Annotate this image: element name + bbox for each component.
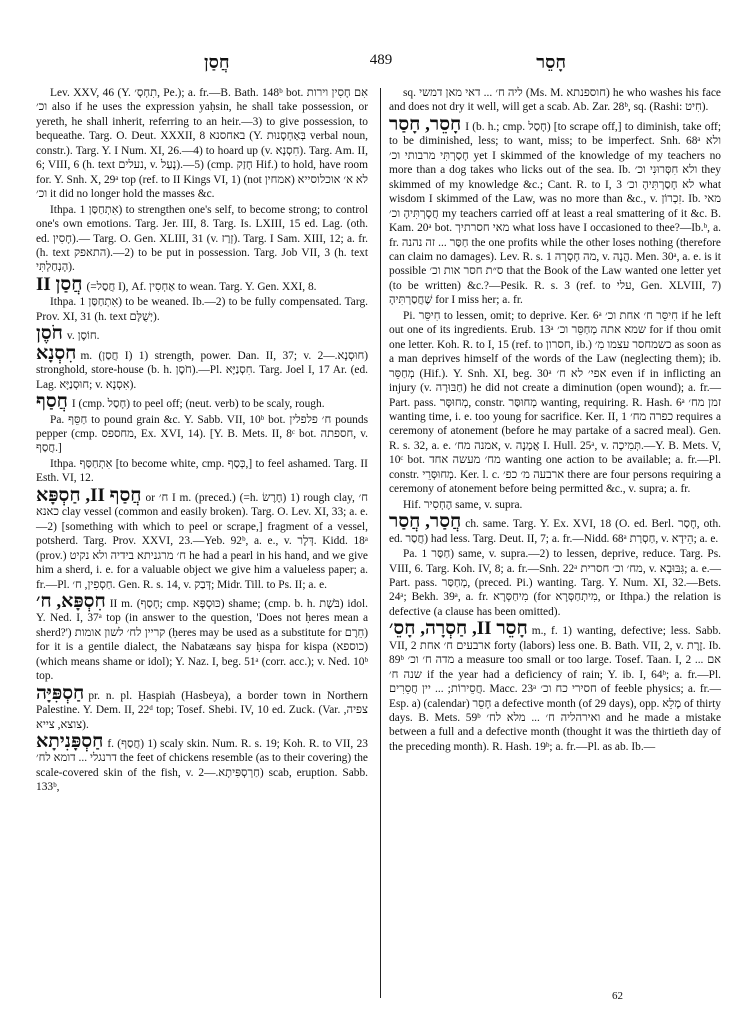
dictionary-entry bbox=[389, 498, 721, 512]
dictionary-entry bbox=[389, 113, 722, 308]
headword: חֲסַף II, חַסְפָּא bbox=[36, 484, 142, 506]
header-left-word: חֲסַן bbox=[204, 52, 230, 72]
dictionary-entry bbox=[36, 273, 368, 295]
headword: חִסְפָּא, ח׳ bbox=[36, 590, 106, 612]
dictionary-entry bbox=[389, 86, 721, 115]
headword: חֲסַף bbox=[36, 391, 68, 413]
entry-text: sq. ליה ח׳ ... דאי מאן דמשי (Ms. M. חוספנתא) he who washes his face and does not dry it well, will get a scab. Ab. Zar. 28ᵇ, sq. (Rashi: חִיט). bbox=[389, 87, 721, 114]
page-number: 489 bbox=[369, 52, 393, 68]
left-column bbox=[36, 86, 368, 796]
entry-text: ch. same. Targ. Y. Ex. XVI, 18 (O. ed. Berl. חָסַר, oth. ed. חֲסַר) had less. Targ. Deut. II, 7; a. fr.—Nidd. 68ᵃ חַסְרַת, v. הֵידָא; a. e. bbox=[389, 518, 721, 545]
entry-text: pr. n. pl. Ḥaspiah (Hasbeya), a border town in Northern Palestine. Y. Dem. II, 22ᵈ top; Tosef. Shebi. IV, 10 ed. Zuck. (Var. צפיה, צוצא, צייא). bbox=[36, 689, 368, 731]
entry-text: II m. (חָסַף; cmp. כּוּסְפָּא) shame; (cmp. b. h. בֹּשֶׁת) idol. Y. Ned. I, 37ᵃ top (in answer to the question, 'Does not ḥeres mean a sherd?') קריין לח׳ לשון אומות (ḥeres may be used as a substitute for חֵרֶם) for it is a gentile dialect, the Nabatæans say ḥispa for kispa (כוספא) (which means shame or idol); Y. Naz. I, beg. 51ᵃ (corr. acc.); v. Ned. 10ᵇ top. bbox=[36, 597, 368, 683]
entry-text: Pi. חִיסֵּר to lessen, omit; to deprive. Ker. 6ᵃ חִיסֵּר ח׳ אחת וכ׳ if he left out one of its ingredients. Erub. 13ᵃ שמא אתה מְחַסֵּר וכ׳ for if thou omit one letter. Koh. R. to I, 15 (ref. to חסרון, ib.) כשמחסר עצמו מִ׳ as soon as a man deprives himself of the words of the Law (neglecting them); ib. מְחַסֵּר (Hif.). Y. Snh. XI, beg. 30ᵃ אפי׳ לא ח׳ even if in inflicting an injury (v. חַבּוּרָה) he did not create a diminution (open wound); a. fr.—Part. pass. מְחוּסָּר, constr. מְחוּסַּר wanting, requiring. R. Hash. 6ᵃ זמן מח׳ wanting time, i. e. too young for sacrifice. Ker. II, 1 כפרה מח׳ requires a ceremony of atonement (before he may partake of a sacred meal). Gen. R. s. 32, a. e. אמנה מח׳, v. אֲמָנָה I. Hull. 25ᵃ, v. תְּמִיכָה.—Y. B. Mets. V, 10ᶜ bot. מח׳ מעשה אחד wanting one action to be available; a. fr.—Pl. constr. מְחוּסְּרֵי. Ker. l. c. ארבעה מ׳ כפ׳ there are four persons requiring a ceremony of atonement before being permitted &c., v. supra; a. fr. bbox=[389, 309, 722, 496]
page-header bbox=[36, 52, 726, 76]
entry-text: Hif. הֶחְסִיר same, v. supra. bbox=[403, 498, 523, 511]
headword: חֲסַן II bbox=[36, 273, 83, 295]
dictionary-entry bbox=[36, 484, 368, 592]
dictionary-entry bbox=[36, 295, 368, 324]
headword: חֹסֶן bbox=[36, 323, 63, 345]
entry-text: I (cmp. חָסַל) to peel off; (neut. verb) to be scaly, rough. bbox=[71, 398, 325, 411]
entry-text: m. (חֲסַן I) 1) strength, power. Dan. II, 37; v. חוּסְנָא.—2) stronghold, store-house (b. h. חֹסֶן).—Pl. חִסְנַיָּא. Targ. Joel I, 17 Ar. (ed. Lag. חוּסְנַיָּא; v. אִסְנָא). bbox=[36, 349, 368, 391]
entry-text: Pa. חַסֵּף to pound grain &c. Y. Sabb. VII, 10ᵇ bot. ח׳ פלפלין pounds pepper (cmp. מחספס, Ex. XVI, 14). [Y. B. Mets. II, 8ᶜ bot. חספתה, v. חֲסַף.] bbox=[36, 413, 369, 455]
dictionary-entry bbox=[36, 325, 368, 343]
entry-text: (=חֲסַל I), Af. אַחְסִין to wean. Targ. Y. Gen. XXI, 8. bbox=[86, 280, 317, 293]
dictionary-entry bbox=[36, 393, 368, 411]
dictionary-entry bbox=[389, 513, 721, 546]
entry-text: Lev. XXV, 46 (Y. תִחְסְ׳, Pe.); a. fr.—B. Bath. 148ᵇ bot. אִם חָסִין וירות וכ׳ also if he uses the expression yaḥsin, he shall take possession, or yereth, he shall inherit, referring to an heir.—3) to give possession, to bequeathe. Targ. O. Deut. XXXII, 8 באחסנא (Y. בְּאַחְסָנוּת verbal noun, constr.). Targ. Y. I Num. XI, 26.—4) to hoard up (v. חִסְנָא). Targ. Am. II, 6; VIII, 6 (h. text נעלים, v. נָעַל).—5) (cmp. חָזַק Hif.) to hold, have room for. Y. Snh. X, 29ᵃ top (ref. to II Kings VI, 1) (not אמחין) לא א׳ אוכלוסייא וכ׳ it did no longer hold the masses &c. bbox=[36, 87, 368, 201]
entry-text: f. (חֲסַף) 1) scaly skin. Num. R. s. 19; Koh. R. to VII, 23 דרנגלי ... דומא לח׳ the feet of chickens resemble (as to their covering) the scale-covered skin of the fish, v. חַרְסְפִּיתָא.—2) scab, eruption. Sabb. 133ᵇ, bbox=[36, 738, 368, 794]
entry-text: Ithpa. אִתְחַסַּף [to become white, cmp. כְּסַף,] to feel ashamed. Targ. II Esth. VI, 12. bbox=[36, 457, 368, 485]
entry-text: Ithpa. אִתְחַסַּן 1) to be weaned. Ib.—2) to be fully compensated. Targ. Prov. XI, 31 (h. text יְשֻׁלָּם). bbox=[36, 296, 368, 323]
headword: חֲסַר, חֲסַר bbox=[389, 511, 462, 533]
signature-mark: 62 bbox=[612, 990, 623, 1002]
entry-text: Pa. חַסַּר 1) same, v. supra.—2) to lessen, deprive, reduce. Targ. Ps. VIII, 6. Targ. Koh. IV, 8; a. fr.—Snh. 22ᵃ מח׳ וכ׳ חסרית, v. גִּבּוּבָא; a. e.—Part. pass. מְחַסַּר, (preced. Pi.) wanting. Targ. Y. Num. XI, 32.—Bets. 24ᵃ; Bekh. 39ᵃ, a. fr. מִיחַסְּרָא (for מִיתְחַסְּרָא, or Ithpa.) the relation is defective (a clause has been omitted). bbox=[389, 548, 721, 618]
header-right-word: חָסֵר bbox=[536, 52, 566, 72]
dictionary-entry bbox=[36, 203, 368, 275]
dictionary-entry bbox=[36, 342, 368, 392]
dictionary-entry bbox=[36, 86, 368, 202]
headword: חָסֵר II, חַסְרָה, חָסֵ׳ bbox=[389, 618, 528, 640]
headword: חָסֵר, חָסַר bbox=[389, 113, 462, 135]
entry-text: I (b. h.; cmp. חָסַל) [to scrape off,] to diminish, take off; to be diminished, less; to want, miss; to be imperfect. Snh. 68ᵃ ולא חָסַרְתִּי מרבותי וכ׳ yet I skimmed of the knowledge of my teachers no more than a dog takes who licks out of the sea. Ib. ולא חִסְּרוּנִי וכ׳ they skimmed of my knowledge &c.; Cant. R. to I, 3 לא חָסַרְתִּיהָ וכ׳ what wisdom I skimmed of the Law, was no more than &c., v. זִכְרוֹן. Ib. מאי חֲסָרְתִּיהָ וכ׳ my teachers carried off at least a real smattering of it &c. B. Kam. 20ᵃ bot. מאי חסרתיך what loss have I occasioned to thee?—Ib.ᵇ, a. fr. חַסַּר ... זה נהנה the one profits while the other loses nothing (therefore can claim no damages). Lev. R. s. 1 מה חָסְרָה, v. הֲנָה. Men. 30ᵃ, a. e. is it possible ס״ת חסר אות וכ׳ that the Book of the Law wanted one letter yet (to be written) &c.?—Pesik. R. s. 3 (ref. to עלי, Gen. XLVIII, 7) שֶׁחֲסַרְתִּיהָ for I miss her; a. fr. bbox=[389, 120, 722, 307]
entry-text: v. חוֹסֶן. bbox=[66, 330, 100, 343]
right-column bbox=[389, 86, 721, 755]
column-divider bbox=[380, 88, 381, 998]
headword: חִסְנָא bbox=[36, 342, 77, 364]
dictionary-entry bbox=[36, 682, 368, 732]
dictionary-entry bbox=[36, 733, 368, 795]
entry-text: Ithpa. אִתְחַסַּן 1) to strengthen one's self, to become strong; to control one's own emotions. Targ. Jer. III, 8. Targ. Is. LXIII, 15 ed. Lag. (oth. ed. חָסִין).— Targ. O. Gen. XLIII, 31 (v. זְרַז). Targ. I Sam. XIII, 12; a. fr. (h. text התאפק).—2) to be put in possession. Targ. Job VII, 3 (h. text הָנְחַלְתִּי). bbox=[36, 203, 368, 274]
entry-text: or ח׳ I m. (preced.) (=h. חֶרֶשׂ) 1) rough clay, ח׳ כאנא clay vessel (common and easily broken). Targ. O. Lev. XI, 33; a. e.—2) [something with which to peel or scrape,] fragment of a vessel, potsherd. Targ. Prov. XXVI, 23.—Yeb. 92ᵇ, a. e., v. דְּלָר. Kidd. 18ᵃ (prov.) ח׳ מרגניתא בידיה ולא נקיט he had a pearl in his hand, and we give him a sherd, i. e. for a valuable object we give him a valueless paper; a. fr.—Pl. חַסְפִין, ח׳. Gen. R. s. 14, v. דְּבַק; Midr. Till. to Ps. II; a. e. bbox=[36, 491, 368, 591]
dictionary-entry bbox=[36, 457, 368, 486]
entry-text: m., f. 1) wanting, defective; less. Sabb. VII, 2 ארבעים ח׳ אחת forty (labors) less one. B. Bath. VII, 2, v. זֶרֶת. Ib. 89ᵇ מדה ח׳ וכ׳ a measure too small or too large. Tosef. Taan. I, 2 אם ... שנה ח׳ if the year had a deficiency of rain; Y. ib. I, 64ᵇ; a. fr.—Pl. חֲסֵירוֹת; ... יין חֲסֵרִים. Macc. 23ᵃ חסירי כח וכ׳ of feeble physics; a. fr.—Esp. a) (calendar) חָסֵר a defective month (of 29 days), opp. מָלֵא of thirty days. B. Mets. 59ᵇ ואירהליה ח׳ ... מלא לח׳ and he made a mistake between a full and a defective month (thought it was the thirtieth day of the preceding month). R. Hash. 19ᵇ; a. fr.—Pl. as ab. Ib.— bbox=[389, 625, 722, 753]
dictionary-entry bbox=[36, 590, 368, 684]
dictionary-entry bbox=[389, 309, 721, 497]
dictionary-entry bbox=[36, 413, 368, 456]
dictionary-entry bbox=[389, 547, 721, 619]
headword: חַסְפִּיָּה bbox=[36, 682, 85, 704]
headword: חַסְפָּנִיתָא bbox=[36, 731, 104, 753]
dictionary-entry bbox=[389, 620, 721, 754]
